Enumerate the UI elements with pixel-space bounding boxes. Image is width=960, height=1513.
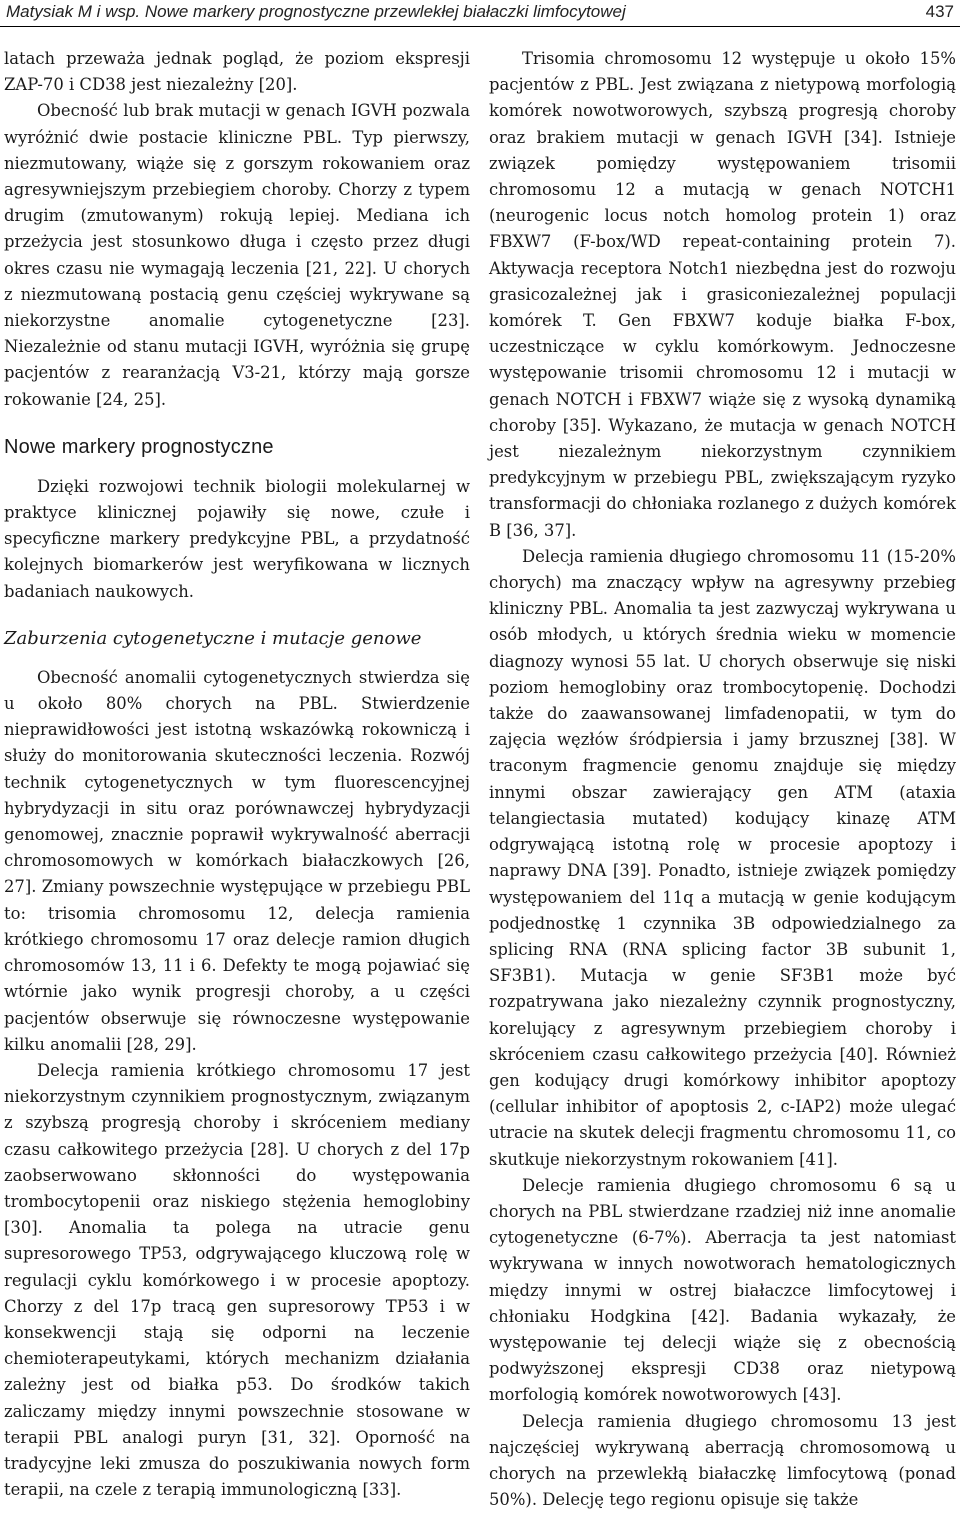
section-heading: Nowe markery prognostyczne xyxy=(4,435,274,458)
subsection-heading: Zaburzenia cytogenetyczne i mutacje genowe xyxy=(4,627,422,649)
paragraph-continuation: latach przeważa jednak pogląd, że poziom ekspresji ZAP-70 i CD38 jest niezależny [20]. xyxy=(4,49,470,95)
paragraph-del-17p: Delecja ramienia krótkiego chromosomu 17 jest niekorzystnym czynnikiem prognostycznym, związanym z szybszą progresją choroby i skróceniem mediany czasu całkowitego przeżycia [28]. U chorych z del 17p zaobserwowano skłonności do występowania trombocytopenii oraz niskiego stężenia hemoglobiny [30]. Anomalia ta polega na utracie genu supresorowego TP53, odgrywającego kluczową rolę w regulacji cyklu komórkowego i w procesie apoptozy. Chorzy z del 17p tracą gen supresorowy TP53 i w konsekwencji stają się odporni na leczenie chemioterapeutykami, których mechanizm działania zależny jest od białka p53. Do środków takich zaliczamy między innymi powszechnie stosowane w terapii PBL analogi puryn [31, 32]. Oporność na tradycyjne leki zmusza do poszukiwania nowych form terapii, na czele z terapią immunologiczną [33]. xyxy=(4,1060,470,1500)
paragraph-igvh-mutations: Obecność lub brak mutacji w genach IGVH pozwala wyróżnić dwie postacie kliniczne PBL. Typ pierwszy, niezmutowany, wiąże się z gorszym rokowaniem oraz agresywniejszym przebiegiem choroby. Chorzy z typem drugim (zmutowanym) rokują lepiej. Mediana ich przeżycia jest stosunkowo długa i często przez długi okres czasu nie wymagają leczenia [21, 22]. U chorych z niezmutowaną postacią genu częściej wykrywane są niekorzystne anomalie cytogenetyczne [23]. Niezależnie od stanu mutacji IGVH, wyróżnia się grupę pacjentów z rearanżacją V3-21, którzy mają gorsze rokowanie [24, 25]. xyxy=(4,101,470,409)
running-header xyxy=(0,0,960,26)
paragraph-del-6q: Delecje ramienia długiego chromosomu 6 są u chorych na PBL stwierdzane rzadziej niż inne anomalie cytogenetyczne (6-7%). Aberracja ta jest natomiast wykrywana w innych nowotworach hematologicznych między innymi w ostrej białaczce limfocytowej i chłoniaku Hodgkina [42]. Badania wykazały, że występowanie tej delecji wiąże się z obecnością podwyższonej ekspresji CD38 oraz nietypową morfologią komórek nowotworowych [43]. xyxy=(489,1175,956,1405)
running-title: Matysiak M i wsp. Nowe markery prognostyczne przewlekłej białaczki limfocytowej xyxy=(6,2,626,21)
page-number: 437 xyxy=(925,2,954,21)
paragraph-del-13q: Delecja ramienia długiego chromosomu 13 jest najczęściej wykrywaną aberracją chromosomową u chorych na przewlekłą białaczkę limfocytową (ponad 50%). Delecję tego regionu opisuje się także xyxy=(489,1411,956,1510)
paragraph-cytogenetic-anomalies: Obecność anomalii cytogenetycznych stwierdza się u około 80% chorych na PBL. Stwierdzenie nieprawidłowości jest istotną wskazówką rokowniczą i służy do monitorowania skuteczności leczenia. Rozwój technik cytogenetycznych w tym fluorescencyjnej hybrydyzacji in situ oraz porównawczej hybrydyzacji genomowej, znacznie poprawił wykrywalność aberracji chromosomowych w komórkach białaczkowych [26, 27]. Zmiany powszechnie występujące w przebiegu PBL to: trisomia chromosomu 12, delecja ramienia krótkiego chromosomu 17 oraz delecje ramion długich chromosomów 13, 11 i 6. Defekty te mogą pojawiać się wtórnie jako wynik progresji choroby, a u części pacjentów obserwuje się równoczesne występowanie kilku anomalii [28, 29]. xyxy=(4,667,470,1054)
paragraph-del-11q: Delecja ramienia długiego chromosomu 11 (15-20% chorych) ma znaczący wpływ na agresywny przebieg kliniczny PBL. Anomalia ta jest zazwyczaj wykrywana u osób młodych, u których średnia wieku w momencie diagnozy wynosi 55 lat. U chorych obserwuje się niski poziom hemoglobiny oraz trombocytopenię. Dochodzi także do zaawansowanej limfadenopatii, w tym do zajęcia węzłów śródpiersia i jamy brzusznej [38]. W traconym fragmencie genomu znajduje się między innymi obszar zawierający gen ATM (ataxia telangiectasia mutated) kodujący kinazę ATM odgrywającą istotną rolę w procesie apoptozy i naprawy DNA [39]. Ponadto, istnieje związek pomiędzy występowaniem del 11q a mutacją w genie kodującym podjednostkę 1 czynnika 3B odpowiedzialnego za splicing RNA (RNA splicing factor 3B subunit 1, SF3B1). Mutacja w genie SF3B1 może być rozpatrywana jako niezależny czynnik prognostyczny, korelujący z agresywnym przebiegiem choroby i skróceniem czasu całkowitego przeżycia [40]. Również gen kodujący drugi komórkowy inhibitor apoptozy (cellular inhibitor of apoptosis 2, c-IAP2) może ulegać utracie na skutek delecji fragmentu chromosomu 11, co skutkuje niekorzystnym rokowaniem [41]. xyxy=(489,546,956,1169)
left-column xyxy=(4,46,470,1503)
paragraph-trisomy-12: Trisomia chromosomu 12 występuje u około 15% pacjentów z PBL. Jest związana z nietypową morfologią komórek nowotworowych, szybszą progresją choroby oraz brakiem mutacji w genach IGVH [34]. Istnieje związek pomiędzy występowaniem trisomii chromosomu 12 a mutacją w genach NOTCH1 (neurogenic locus notch homolog protein 1) oraz FBXW7 (F-box/WD repeat-containing protein 7). Aktywacja receptora Notch1 niezbędna jest do rozwoju grasicozależnej jak i grasiconiezależnej populacji komórek T. Gen FBXW7 koduje białka F-box, uczestniczące w cyklu komórkowym. Jednoczesne występowanie trisomii chromosomu 12 i mutacji w genach NOTCH i FBXW7 wiąże się z wysoką dynamiką choroby [35]. Wykazano, że mutacja w genach NOTCH jest niezależnym niekorzystnym czynnikiem predykcyjnym w przebiegu PBL, zwiększającym ryzyko transformacji do chłoniaka rozlanego z dużych komórek B [36, 37]. xyxy=(489,49,956,540)
right-column xyxy=(489,46,956,1513)
header-rule xyxy=(0,26,960,27)
paragraph-new-markers: Dzięki rozwojowi technik biologii molekularnej w praktyce klinicznej pojawiły się nowe, czułe i specyficzne markery predykcyjne PBL, a przydatność kolejnych biomarkerów jest weryfikowana w licznych badaniach naukowych. xyxy=(4,476,470,601)
